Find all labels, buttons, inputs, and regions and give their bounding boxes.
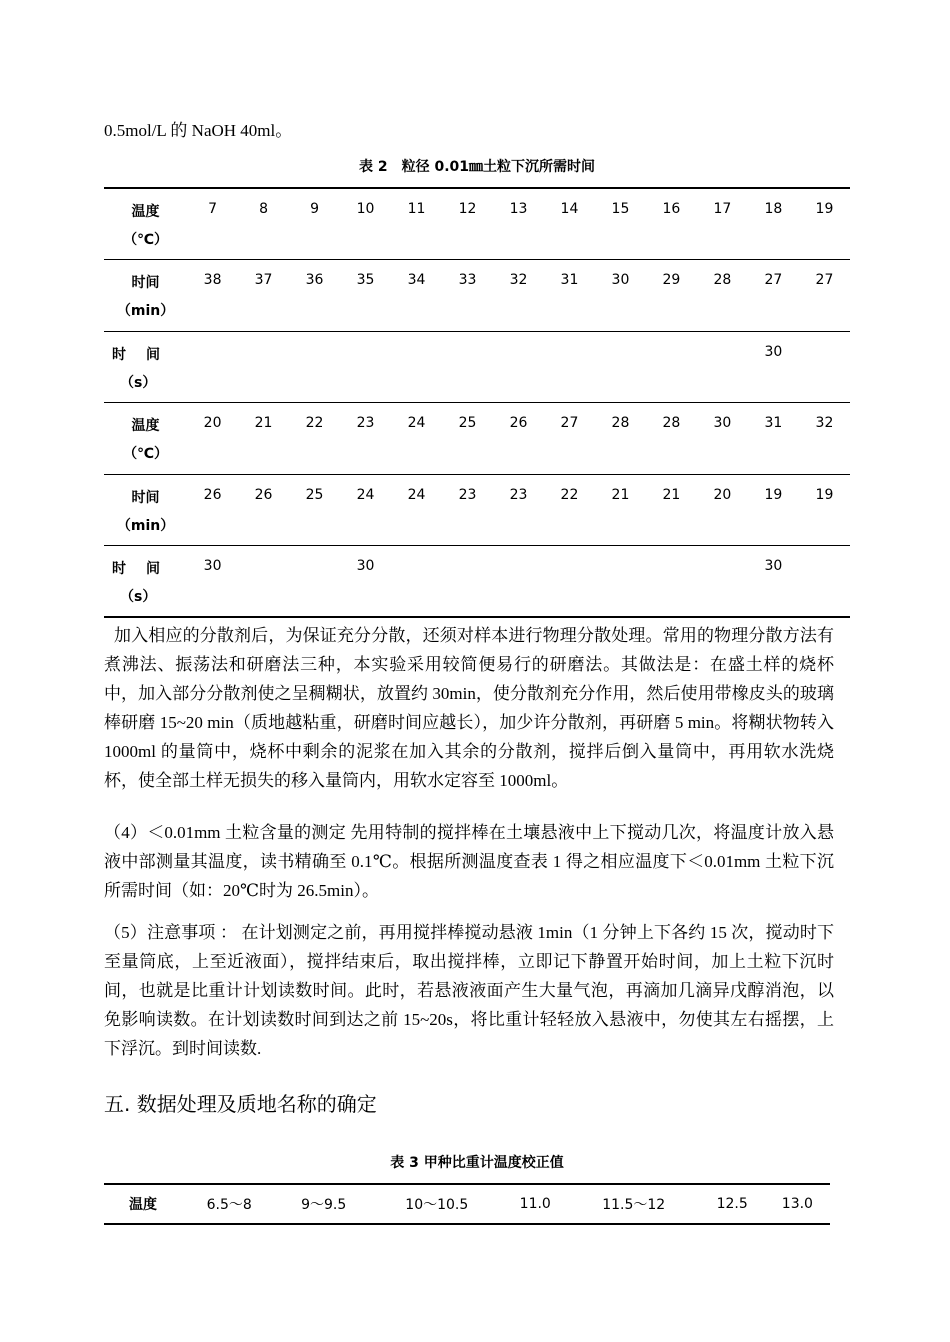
table-cell: 29 bbox=[646, 260, 697, 332]
row-header-unit: （s） bbox=[120, 374, 157, 391]
table3-caption: 表 3 甲种比重计温度校正值 bbox=[390, 1155, 564, 1171]
table-cell: 34 bbox=[391, 260, 442, 332]
table-cell bbox=[442, 331, 493, 403]
table-cell: 11 bbox=[407, 201, 426, 217]
hydrometer-correction-table bbox=[104, 1183, 830, 1225]
table-cell: 28 bbox=[595, 403, 646, 475]
table-cell: 31 bbox=[544, 260, 595, 332]
table-cell: 16 bbox=[662, 201, 681, 217]
table-cell bbox=[799, 546, 850, 618]
table-cell: 8 bbox=[259, 201, 269, 217]
row-header-cell bbox=[104, 331, 187, 403]
table-cell: 20 bbox=[697, 474, 748, 546]
table-cell: 30 bbox=[595, 260, 646, 332]
table-cell: 12.5 bbox=[716, 1196, 748, 1212]
table-cell: 20 bbox=[187, 403, 238, 475]
table-cell: 30 bbox=[697, 403, 748, 475]
row-header-label: 时间 bbox=[112, 561, 180, 577]
table-cell: 22 bbox=[289, 403, 340, 475]
settling-time-table-body bbox=[104, 188, 850, 617]
table-cell: 27 bbox=[748, 260, 799, 332]
section-heading: 五. 数据处理及质地名称的确定 bbox=[104, 1092, 377, 1116]
table-cell: 32 bbox=[799, 403, 850, 475]
table-cell: 6.5～8 bbox=[206, 1197, 252, 1213]
table-cell: 15 bbox=[611, 201, 630, 217]
table-row bbox=[104, 546, 850, 618]
table-cell: 33 bbox=[442, 260, 493, 332]
table-row bbox=[104, 331, 850, 403]
table-cell bbox=[289, 546, 340, 618]
table-cell: 10 bbox=[356, 201, 375, 217]
paragraph-notes: （5）注意事项 ： 在计划测定之前，再用搅拌棒搅动悬液 1min（1 分钟上下各约 15 次，搅动时下至量筒底，上至近液面），搅拌结束后，取出搅拌棒，立即记下静置开始时间，加上土粒下沉时间，也就是比重计计划读数时间。此时，若悬液液面产生大量气泡，再滴加几滴异戊醇消泡，以免影响读数。在计划读数时间到达之前 15~20s，将比重计轻轻放入悬液中，勿使其左右摇摆，上下浮沉。到时间读数. bbox=[104, 923, 834, 1058]
table-cell: 26 bbox=[238, 474, 289, 546]
table-cell bbox=[595, 331, 646, 403]
row-header-unit: （min） bbox=[116, 303, 175, 319]
table-cell: 37 bbox=[238, 260, 289, 332]
table-cell: 19 bbox=[815, 201, 834, 217]
row-header-cell bbox=[104, 403, 187, 475]
table-cell: 35 bbox=[340, 260, 391, 332]
table-cell bbox=[391, 331, 442, 403]
table-cell bbox=[238, 331, 289, 403]
table-cell bbox=[187, 331, 238, 403]
table-cell: 28 bbox=[646, 403, 697, 475]
table-cell: 11.5～12 bbox=[602, 1197, 666, 1213]
table3-header-cell: 温度 bbox=[129, 1197, 157, 1213]
table-cell: 9 bbox=[310, 201, 319, 217]
table-cell: 28 bbox=[697, 260, 748, 332]
table-cell: 17 bbox=[713, 201, 732, 217]
table-cell: 36 bbox=[289, 260, 340, 332]
table-cell bbox=[799, 331, 850, 403]
table-cell: 21 bbox=[595, 474, 646, 546]
table-cell bbox=[493, 546, 544, 618]
table-cell: 22 bbox=[544, 474, 595, 546]
table-row bbox=[104, 260, 850, 332]
table-cell bbox=[391, 546, 442, 618]
table-cell bbox=[544, 546, 595, 618]
table-cell: 9～9.5 bbox=[301, 1197, 347, 1213]
row-header-cell bbox=[104, 474, 187, 546]
table-cell: 7 bbox=[208, 201, 218, 217]
table-cell: 30 bbox=[748, 331, 799, 403]
table-cell: 11.0 bbox=[519, 1196, 551, 1212]
row-header-unit: （s） bbox=[120, 589, 157, 605]
settling-time-table bbox=[104, 187, 850, 618]
table-cell: 14 bbox=[560, 201, 579, 217]
table-cell: 30 bbox=[187, 546, 238, 618]
table-row bbox=[104, 188, 850, 260]
table-cell: 25 bbox=[442, 403, 493, 475]
table-row bbox=[104, 403, 850, 475]
table-cell bbox=[595, 546, 646, 618]
table-cell: 12 bbox=[458, 201, 477, 217]
table-cell bbox=[544, 331, 595, 403]
table-cell: 23 bbox=[493, 474, 544, 546]
paragraph-measurement: （4）＜0.01mm 土粒含量的测定 先用特制的搅拌棒在土壤悬液中上下搅动几次，将温度计放入悬液中部测量其温度，读书精确至 0.1℃。根据所测温度查表 1 得之相应温度下＜0.01mm 土粒下沉所需时间（如：20℃时为 26.5min）。 bbox=[104, 823, 834, 900]
table-cell: 27 bbox=[544, 403, 595, 475]
row-header-cell bbox=[104, 260, 187, 332]
table-cell bbox=[238, 546, 289, 618]
table-cell: 31 bbox=[748, 403, 799, 475]
table-cell bbox=[646, 331, 697, 403]
table-cell: 23 bbox=[340, 403, 391, 475]
table-cell bbox=[289, 331, 340, 403]
table-cell bbox=[697, 546, 748, 618]
row-header-label: 时间 bbox=[112, 346, 180, 363]
table-cell bbox=[340, 331, 391, 403]
table-cell: 24 bbox=[391, 474, 442, 546]
row-header-cell bbox=[104, 188, 187, 260]
row-header-label: 时间 bbox=[131, 275, 160, 291]
row-header-label: 温度 bbox=[131, 418, 160, 434]
table-cell: 26 bbox=[493, 403, 544, 475]
intro-line: 0.5mol/L 的 NaOH 40ml。 bbox=[104, 121, 293, 140]
table-row bbox=[104, 1184, 830, 1224]
row-header-unit: （℃） bbox=[123, 232, 169, 248]
row-header-unit: （℃） bbox=[123, 446, 169, 462]
table-cell: 30 bbox=[748, 546, 799, 618]
table2-caption: 表 2 粒径 0.01㎜土粒下沉所需时间 bbox=[358, 159, 596, 175]
table-cell: 21 bbox=[646, 474, 697, 546]
table-cell: 10～10.5 bbox=[405, 1197, 469, 1213]
paragraph-dispersion: 加入相应的分散剂后，为保证充分分散，还须对样本进行物理分散处理。常用的物理分散方法有煮沸法、振荡法和研磨法三种，本实验采用较简便易行的研磨法。其做法是：在盛土样的烧杯中，加入部分分散剂使之呈稠糊状，放置约 30min，使分散剂充分作用，然后使用带橡皮头的玻璃棒研磨 15~20 min（质地越粘重，研磨时间应越长），加少许分散剂，再研磨 5 min。将糊状物转入 1000ml 的量筒中，烧杯中剩余的泥浆在加入其余的分散剂，搅拌后倒入量筒中，再用软水洗烧杯，使全部土样无损失的移入量筒内，用软水定容至 1000ml。 bbox=[104, 626, 834, 790]
table-cell bbox=[442, 546, 493, 618]
table-cell: 19 bbox=[799, 474, 850, 546]
table-cell: 18 bbox=[764, 201, 783, 217]
table-cell: 30 bbox=[340, 546, 391, 618]
table-cell: 23 bbox=[442, 474, 493, 546]
table-cell: 26 bbox=[187, 474, 238, 546]
table-cell: 19 bbox=[748, 474, 799, 546]
table-cell: 25 bbox=[289, 474, 340, 546]
table-cell: 21 bbox=[238, 403, 289, 475]
row-header-label: 温度 bbox=[131, 204, 160, 220]
table-cell: 38 bbox=[187, 260, 238, 332]
table-cell: 24 bbox=[391, 403, 442, 475]
row-header-unit: （min） bbox=[116, 517, 175, 534]
table-cell: 13 bbox=[509, 201, 528, 217]
table-cell: 27 bbox=[799, 260, 850, 332]
row-header-label: 时间 bbox=[131, 489, 160, 506]
table-cell: 32 bbox=[493, 260, 544, 332]
row-header-cell bbox=[104, 546, 187, 618]
table-row bbox=[104, 474, 850, 546]
table-cell bbox=[646, 546, 697, 618]
table-cell: 13.0 bbox=[781, 1196, 813, 1212]
table-cell bbox=[493, 331, 544, 403]
table-cell bbox=[697, 331, 748, 403]
table-cell: 24 bbox=[340, 474, 391, 546]
